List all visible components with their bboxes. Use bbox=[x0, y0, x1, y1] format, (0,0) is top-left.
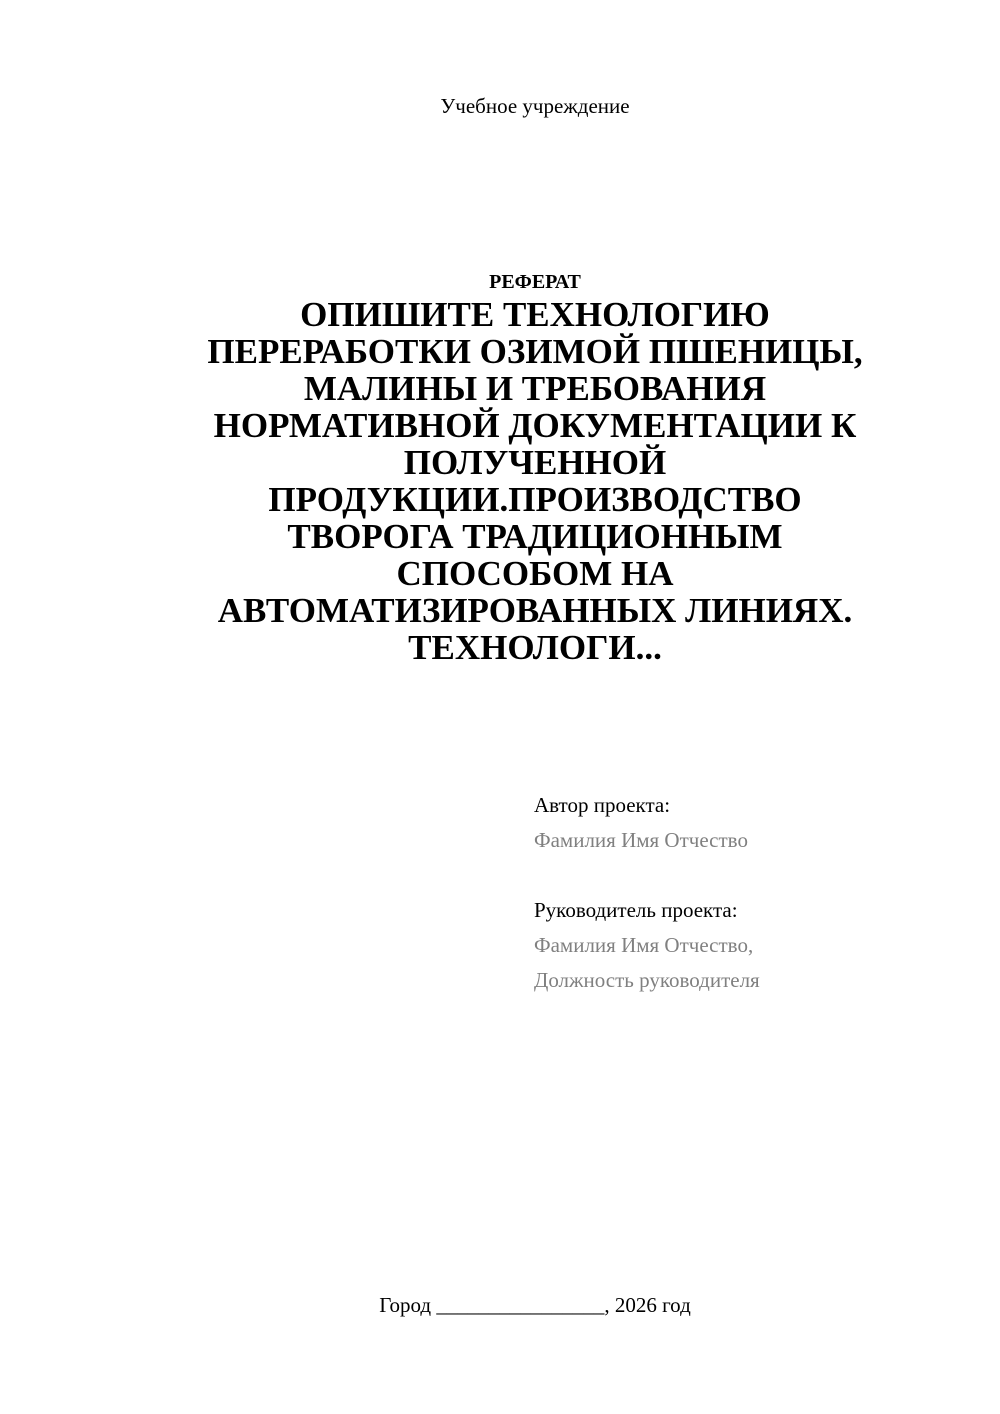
author-block bbox=[534, 788, 974, 858]
supervisor-name-placeholder: Фамилия Имя Отчество, bbox=[534, 933, 754, 957]
title-line: ПОЛУЧЕННОЙ bbox=[403, 443, 667, 482]
supervisor-position-placeholder: Должность руководителя bbox=[534, 968, 760, 992]
title-line: ТЕХНОЛОГИ... bbox=[408, 628, 662, 667]
title-line: АВТОМАТИЗИРОВАННЫХ ЛИНИЯХ. bbox=[217, 591, 853, 630]
document-type: РЕФЕРАТ bbox=[489, 271, 581, 293]
author-label: Автор проекта: bbox=[534, 793, 671, 817]
title-line: ОПИШИТЕ ТЕХНОЛОГИЮ bbox=[300, 295, 770, 334]
title-line: НОРМАТИВНОЙ ДОКУМЕНТАЦИИ К bbox=[213, 406, 857, 445]
supervisor-label: Руководитель проекта: bbox=[534, 898, 738, 922]
title-line: ПЕРЕРАБОТКИ ОЗИМОЙ ПШЕНИЦЫ, bbox=[207, 332, 863, 371]
city-year-line: Город ________________, 2026 год bbox=[379, 1293, 691, 1317]
title-line: МАЛИНЫ И ТРЕБОВАНИЯ bbox=[303, 369, 767, 408]
title-line: ТВОРОГА ТРАДИЦИОННЫМ bbox=[287, 517, 783, 556]
author-name-placeholder: Фамилия Имя Отчество bbox=[534, 828, 748, 852]
supervisor-block bbox=[534, 893, 974, 998]
document-title bbox=[150, 296, 920, 666]
title-line: ПРОДУКЦИИ.ПРОИЗВОДСТВО bbox=[268, 480, 802, 519]
title-line: СПОСОБОМ НА bbox=[396, 554, 674, 593]
institution-name: Учебное учреждение bbox=[440, 94, 630, 118]
